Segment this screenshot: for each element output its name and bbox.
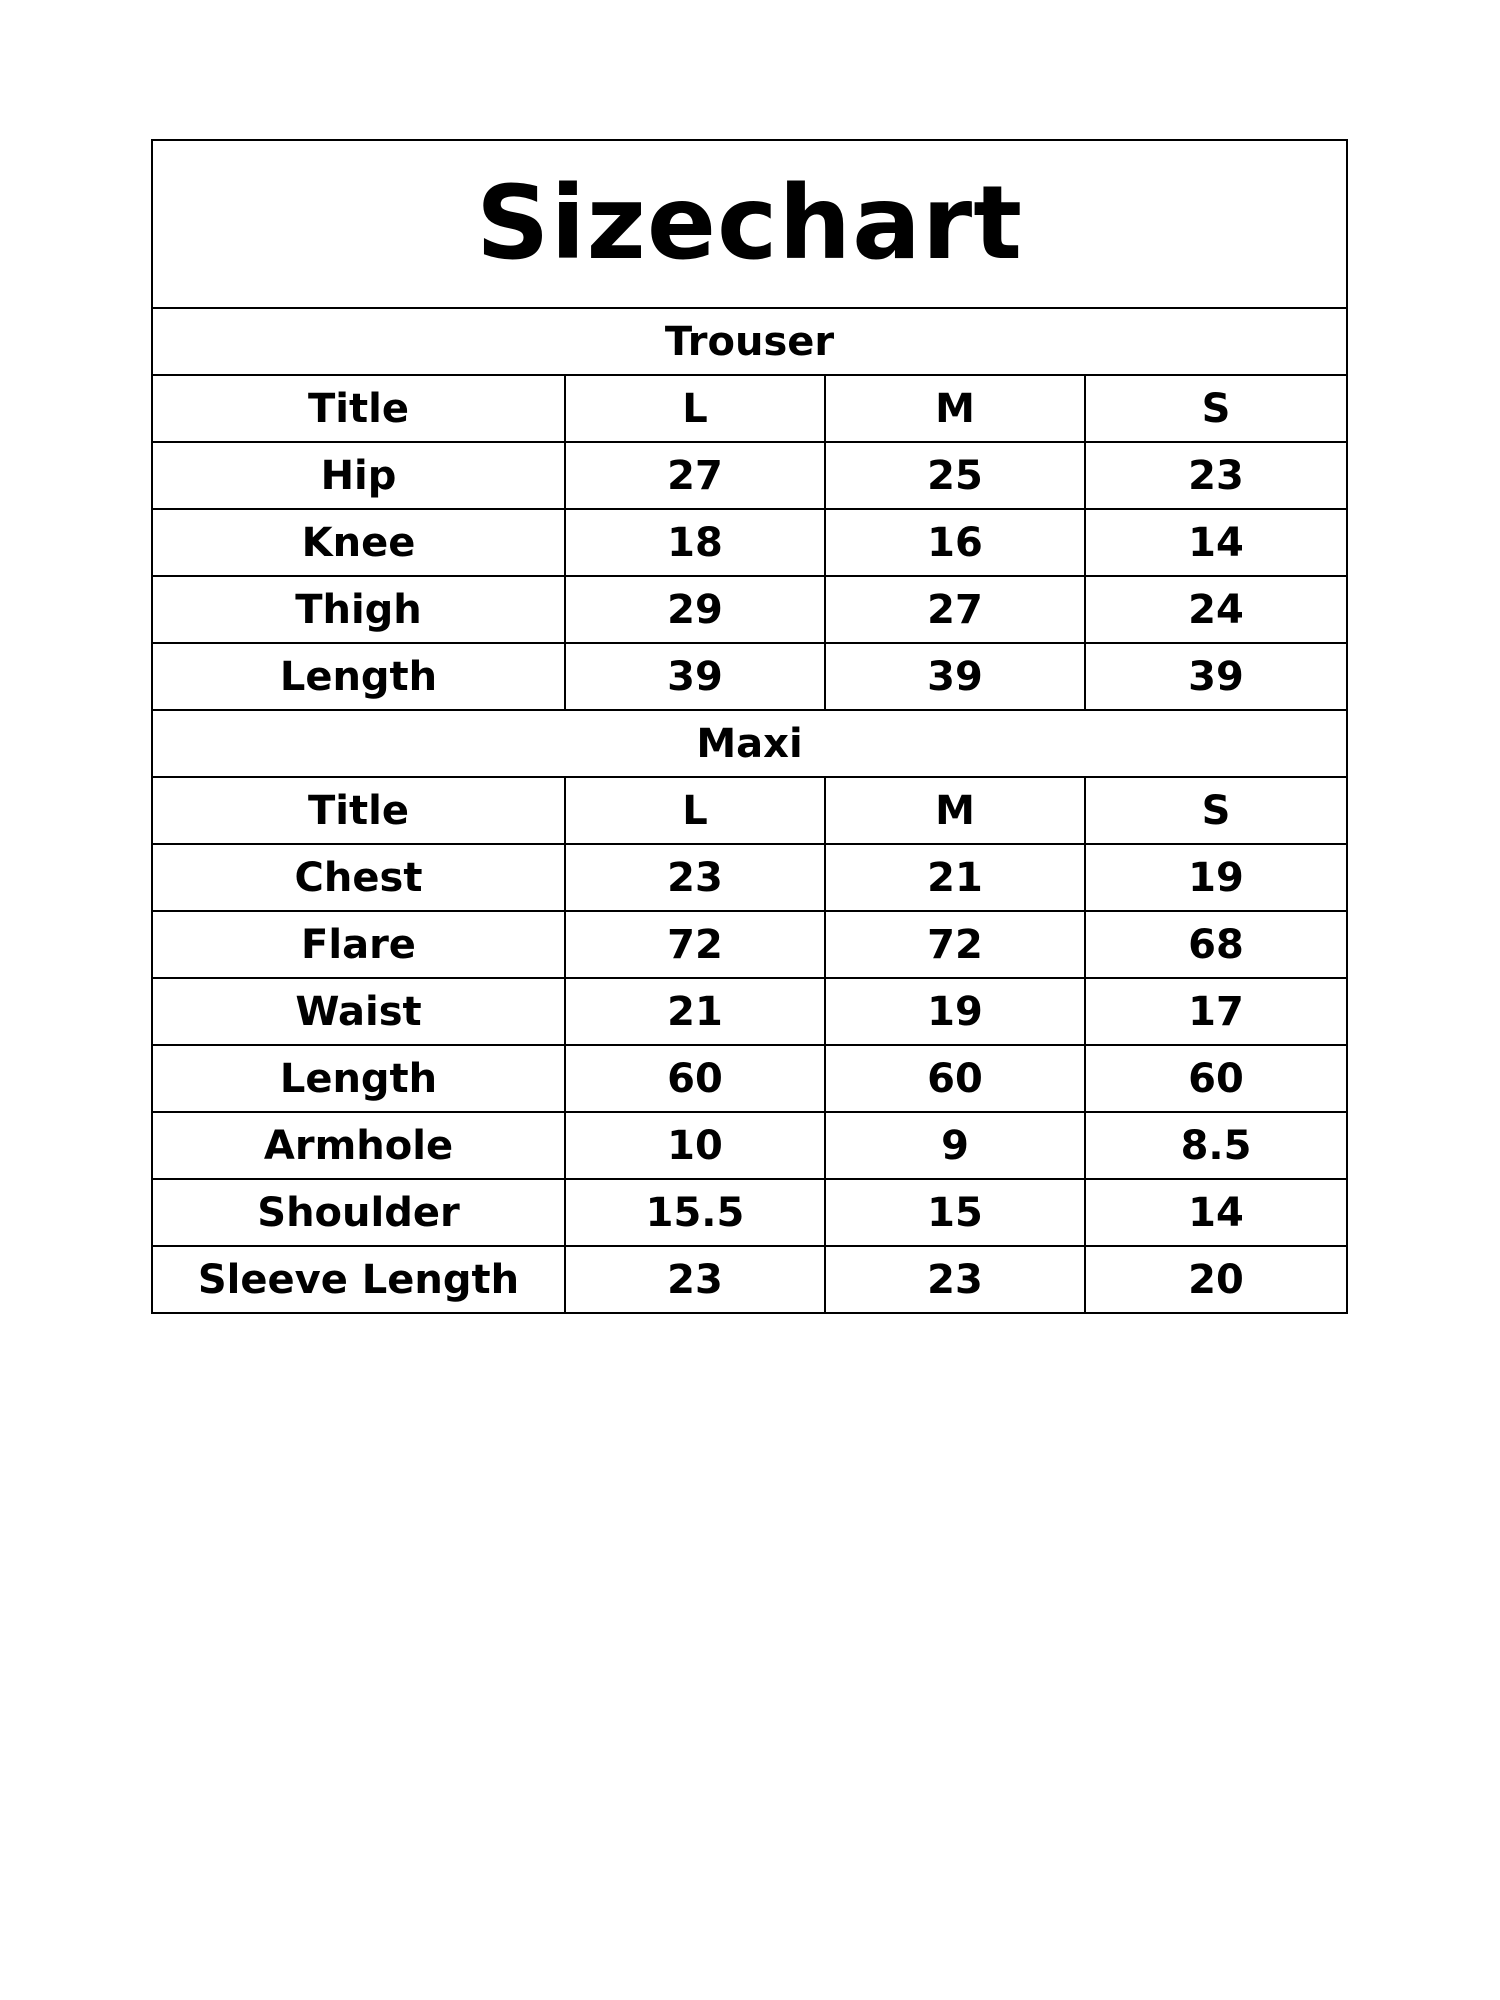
- measurement-label: Waist: [152, 978, 565, 1045]
- measurement-label: Chest: [152, 844, 565, 911]
- section-name-row: [152, 308, 1347, 375]
- column-header: Title: [152, 375, 565, 442]
- measurement-value: 23: [1085, 442, 1347, 509]
- measurement-value: 27: [825, 576, 1085, 643]
- measurement-label: Sleeve Length: [152, 1246, 565, 1313]
- section-name-row: [152, 710, 1347, 777]
- column-header: M: [825, 777, 1085, 844]
- column-header: S: [1085, 375, 1347, 442]
- measurement-value: 10: [565, 1112, 825, 1179]
- size-chart-table: [151, 139, 1348, 1314]
- column-header: L: [565, 777, 825, 844]
- measurement-value: 20: [1085, 1246, 1347, 1313]
- measurement-value: 24: [1085, 576, 1347, 643]
- measurement-label: Armhole: [152, 1112, 565, 1179]
- title-row: [152, 140, 1347, 308]
- table-row: [152, 978, 1347, 1045]
- measurement-label: Shoulder: [152, 1179, 565, 1246]
- measurement-value: 23: [565, 844, 825, 911]
- measurement-label: Flare: [152, 911, 565, 978]
- table-row: [152, 911, 1347, 978]
- measurement-value: 25: [825, 442, 1085, 509]
- table-row: [152, 1045, 1347, 1112]
- measurement-value: 39: [565, 643, 825, 710]
- measurement-value: 15.5: [565, 1179, 825, 1246]
- measurement-value: 29: [565, 576, 825, 643]
- measurement-value: 27: [565, 442, 825, 509]
- table-row: [152, 1179, 1347, 1246]
- measurement-value: 72: [825, 911, 1085, 978]
- measurement-label: Length: [152, 643, 565, 710]
- measurement-value: 60: [1085, 1045, 1347, 1112]
- measurement-value: 9: [825, 1112, 1085, 1179]
- measurement-value: 19: [1085, 844, 1347, 911]
- measurement-value: 17: [1085, 978, 1347, 1045]
- column-header: M: [825, 375, 1085, 442]
- column-header: S: [1085, 777, 1347, 844]
- measurement-value: 18: [565, 509, 825, 576]
- header-row: [152, 375, 1347, 442]
- measurement-value: 15: [825, 1179, 1085, 1246]
- measurement-value: 60: [825, 1045, 1085, 1112]
- measurement-label: Length: [152, 1045, 565, 1112]
- measurement-value: 39: [1085, 643, 1347, 710]
- measurement-value: 14: [1085, 509, 1347, 576]
- measurement-value: 19: [825, 978, 1085, 1045]
- measurement-value: 72: [565, 911, 825, 978]
- table-row: [152, 1112, 1347, 1179]
- measurement-value: 23: [565, 1246, 825, 1313]
- table-row: [152, 643, 1347, 710]
- measurement-label: Knee: [152, 509, 565, 576]
- table-row: [152, 1246, 1347, 1313]
- measurement-value: 39: [825, 643, 1085, 710]
- column-header: L: [565, 375, 825, 442]
- measurement-value: 68: [1085, 911, 1347, 978]
- header-row: [152, 777, 1347, 844]
- measurement-value: 16: [825, 509, 1085, 576]
- measurement-value: 23: [825, 1246, 1085, 1313]
- measurement-label: Thigh: [152, 576, 565, 643]
- table-row: [152, 442, 1347, 509]
- measurement-value: 21: [825, 844, 1085, 911]
- measurement-value: 60: [565, 1045, 825, 1112]
- size-chart-body: [152, 140, 1347, 1313]
- column-header: Title: [152, 777, 565, 844]
- table-row: [152, 844, 1347, 911]
- table-row: [152, 509, 1347, 576]
- table-row: [152, 576, 1347, 643]
- measurement-value: 21: [565, 978, 825, 1045]
- measurement-label: Hip: [152, 442, 565, 509]
- page-title: Sizechart: [152, 140, 1347, 308]
- section-name-maxi: Maxi: [152, 710, 1347, 777]
- measurement-value: 14: [1085, 1179, 1347, 1246]
- measurement-value: 8.5: [1085, 1112, 1347, 1179]
- section-name-trouser: Trouser: [152, 308, 1347, 375]
